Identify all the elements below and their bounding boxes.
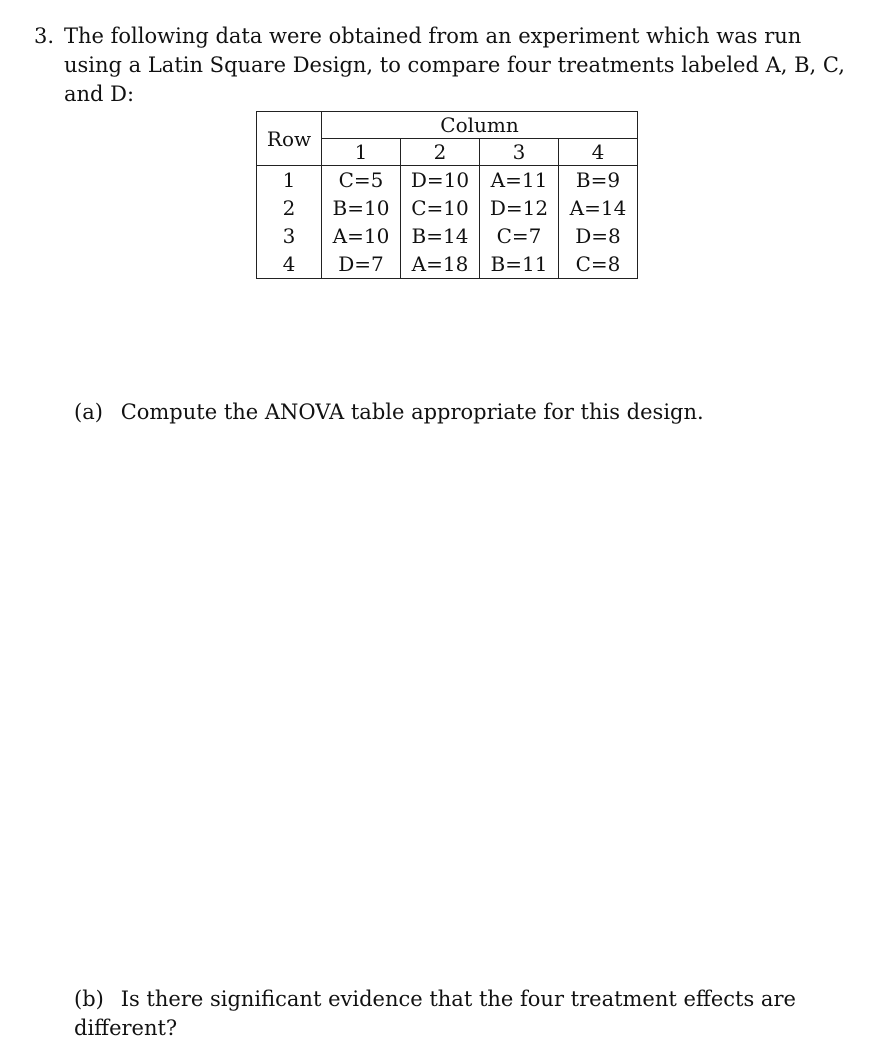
table-cell: C=7 (480, 222, 559, 250)
table-cell: B=10 (322, 194, 401, 222)
part-b (74, 985, 880, 1043)
column-number: 1 (322, 139, 401, 166)
table-cell: A=18 (401, 250, 480, 279)
table-cell: C=10 (401, 194, 480, 222)
row-number: 2 (257, 194, 322, 222)
table-cell: D=10 (401, 166, 480, 195)
problem-statement (34, 22, 854, 109)
table-row (257, 222, 638, 250)
row-number: 1 (257, 166, 322, 195)
column-number: 3 (480, 139, 559, 166)
table-cell: D=8 (559, 222, 638, 250)
table-cell: D=7 (322, 250, 401, 279)
row-number: 4 (257, 250, 322, 279)
problem-number: 3. (34, 24, 55, 48)
part-a-text: Compute the ANOVA table appropriate for this design. (120, 400, 704, 424)
part-a-label: (a) (74, 400, 103, 424)
column-number: 2 (401, 139, 480, 166)
table-row (257, 166, 638, 195)
part-a (74, 398, 704, 427)
table-cell: B=14 (401, 222, 480, 250)
table-row (257, 250, 638, 279)
part-b-text: Is there significant evidence that the four treatment effects are different? (74, 987, 796, 1040)
row-number: 3 (257, 222, 322, 250)
table-cell: A=10 (322, 222, 401, 250)
column-header: Column (322, 112, 638, 139)
table-cell: B=9 (559, 166, 638, 195)
table-cell: C=8 (559, 250, 638, 279)
row-header: Row (257, 112, 322, 166)
table-cell: D=12 (480, 194, 559, 222)
table-cell: C=5 (322, 166, 401, 195)
table-row (257, 194, 638, 222)
table-cell: B=11 (480, 250, 559, 279)
problem-text: The following data were obtained from an experiment which was run using a Latin Square Design, to compare four treatments labeled A, B, C, and D: (64, 24, 845, 106)
latin-square-table (256, 111, 638, 279)
part-b-label: (b) (74, 987, 104, 1011)
table-cell: A=14 (559, 194, 638, 222)
column-number: 4 (559, 139, 638, 166)
table-cell: A=11 (480, 166, 559, 195)
